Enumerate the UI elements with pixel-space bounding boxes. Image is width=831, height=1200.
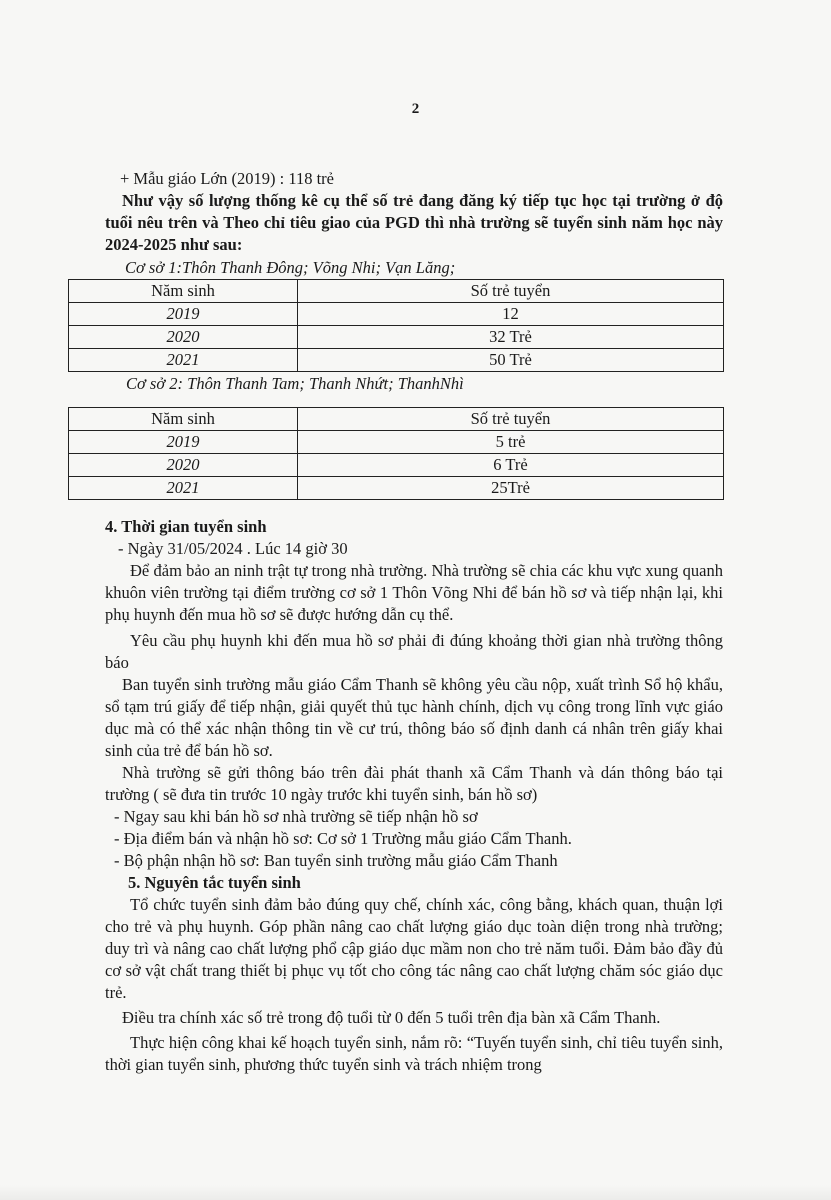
campus2-table <box>68 407 724 500</box>
cell-count: 12 <box>298 303 724 326</box>
section5-paragraph: Tổ chức tuyển sinh đảm bảo đúng quy chế, chính xác, công bằng, khách quan, thuận lợi cho trẻ và phụ huynh. Góp phần nâng cao chất lượng giáo dục toàn diện trong nhà trường; duy trì và nâng cao chất lượng phổ cập giáo dục mầm non cho trẻ năm tuổi. Đảm bảo đầy đủ cơ sở vật chất trang thiết bị phục vụ tốt cho công tác nâng cao chất lượng chăm sóc giáo dục trẻ. <box>105 895 723 1002</box>
table-row <box>69 431 724 454</box>
campus1-table <box>68 279 724 372</box>
list-item: - Địa điểm bán và nhận hồ sơ: Cơ sở 1 Trường mẫu giáo Cẩm Thanh. <box>114 829 572 848</box>
column-header-count: Số trẻ tuyển <box>298 408 724 431</box>
cell-count: 5 trẻ <box>298 431 724 454</box>
section4-paragraph: Để đảm bảo an ninh trật tự trong nhà trường. Nhà trường sẽ chia các khu vực xung quanh khuôn viên trường tại điểm trường cơ sở 1 Thôn Võng Nhi để bán hồ sơ và tiếp nhận lại, khi phụ huynh đến mua hồ sơ sẽ được hướng dẫn cụ thể. <box>105 561 723 624</box>
table-row <box>69 326 724 349</box>
scan-edge <box>0 1185 831 1200</box>
section5-heading: 5. Nguyên tắc tuyển sinh <box>128 873 301 892</box>
section4-heading: 4. Thời gian tuyển sinh <box>105 517 267 536</box>
campus2-title: Cơ sở 2: Thôn Thanh Tam; Thanh Nhứt; ThanhNhì <box>126 374 464 393</box>
cell-count: 6 Trẻ <box>298 454 724 477</box>
campus1-title: Cơ sở 1:Thôn Thanh Đông; Võng Nhi; Vạn Lăng; <box>125 258 456 277</box>
section5-paragraph: Thực hiện công khai kế hoạch tuyển sinh, nắm rõ: “Tuyến tuyển sinh, chỉ tiêu tuyển sinh, thời gian tuyển sinh, phương thức tuyển sinh và trách nhiệm trong <box>105 1033 723 1074</box>
section4-paragraph: Ban tuyển sinh trường mẫu giáo Cẩm Thanh sẽ không yêu cầu nộp, xuất trình Sổ hộ khẩu, sổ tạm trú giấy để tiếp nhận, giải quyết thủ tục hành chính, dịch vụ công trong lĩnh vực giáo dục mà có thể xác nhận thông tin về cư trú, thông báo số định danh cá nhân trên giấy khai sinh của trẻ để bán hồ sơ. <box>105 675 723 760</box>
table-row <box>69 477 724 500</box>
table-row <box>69 303 724 326</box>
table-header-row <box>69 408 724 431</box>
section5-paragraph: Điều tra chính xác số trẻ trong độ tuổi từ 0 đến 5 tuổi trên địa bàn xã Cẩm Thanh. <box>122 1008 661 1027</box>
list-item: - Bộ phận nhận hồ sơ: Ban tuyển sinh trường mẫu giáo Cẩm Thanh <box>114 851 558 870</box>
cell-year: 2019 <box>69 303 298 326</box>
cell-year: 2021 <box>69 477 298 500</box>
column-header-year: Năm sinh <box>69 408 298 431</box>
table-row <box>69 454 724 477</box>
table-row <box>69 349 724 372</box>
cell-year: 2019 <box>69 431 298 454</box>
table-header-row <box>69 280 724 303</box>
cell-count: 50 Trẻ <box>298 349 724 372</box>
kindergarten-line: + Mẫu giáo Lớn (2019) : 118 trẻ <box>120 169 335 188</box>
cell-count: 32 Trẻ <box>298 326 724 349</box>
column-header-year: Năm sinh <box>69 280 298 303</box>
cell-year: 2021 <box>69 349 298 372</box>
cell-year: 2020 <box>69 454 298 477</box>
document-body <box>0 168 831 1076</box>
column-header-count: Số trẻ tuyển <box>298 280 724 303</box>
section4-date: - Ngày 31/05/2024 . Lúc 14 giờ 30 <box>118 539 348 558</box>
cell-count: 25Trẻ <box>298 477 724 500</box>
cell-year: 2020 <box>69 326 298 349</box>
section4-paragraph: Yêu cầu phụ huynh khi đến mua hồ sơ phải đi đúng khoảng thời gian nhà trường thông báo <box>105 631 723 672</box>
section4-paragraph: Nhà trường sẽ gửi thông báo trên đài phát thanh xã Cẩm Thanh và dán thông báo tại trường ( sẽ đưa tin trước 10 ngày trước khi tuyển sinh, bán hồ sơ) <box>105 763 723 804</box>
page-number: 2 <box>411 101 420 117</box>
list-item: - Ngay sau khi bán hồ sơ nhà trường sẽ tiếp nhận hồ sơ <box>114 807 478 826</box>
summary-paragraph: Như vậy số lượng thống kê cụ thể số trẻ đang đăng ký tiếp tục học tại trường ở độ tuổi nêu trên và Theo chỉ tiêu giao của PGD thì nhà trường sẽ tuyển sinh năm học này 2024-2025 như sau: <box>105 191 723 254</box>
